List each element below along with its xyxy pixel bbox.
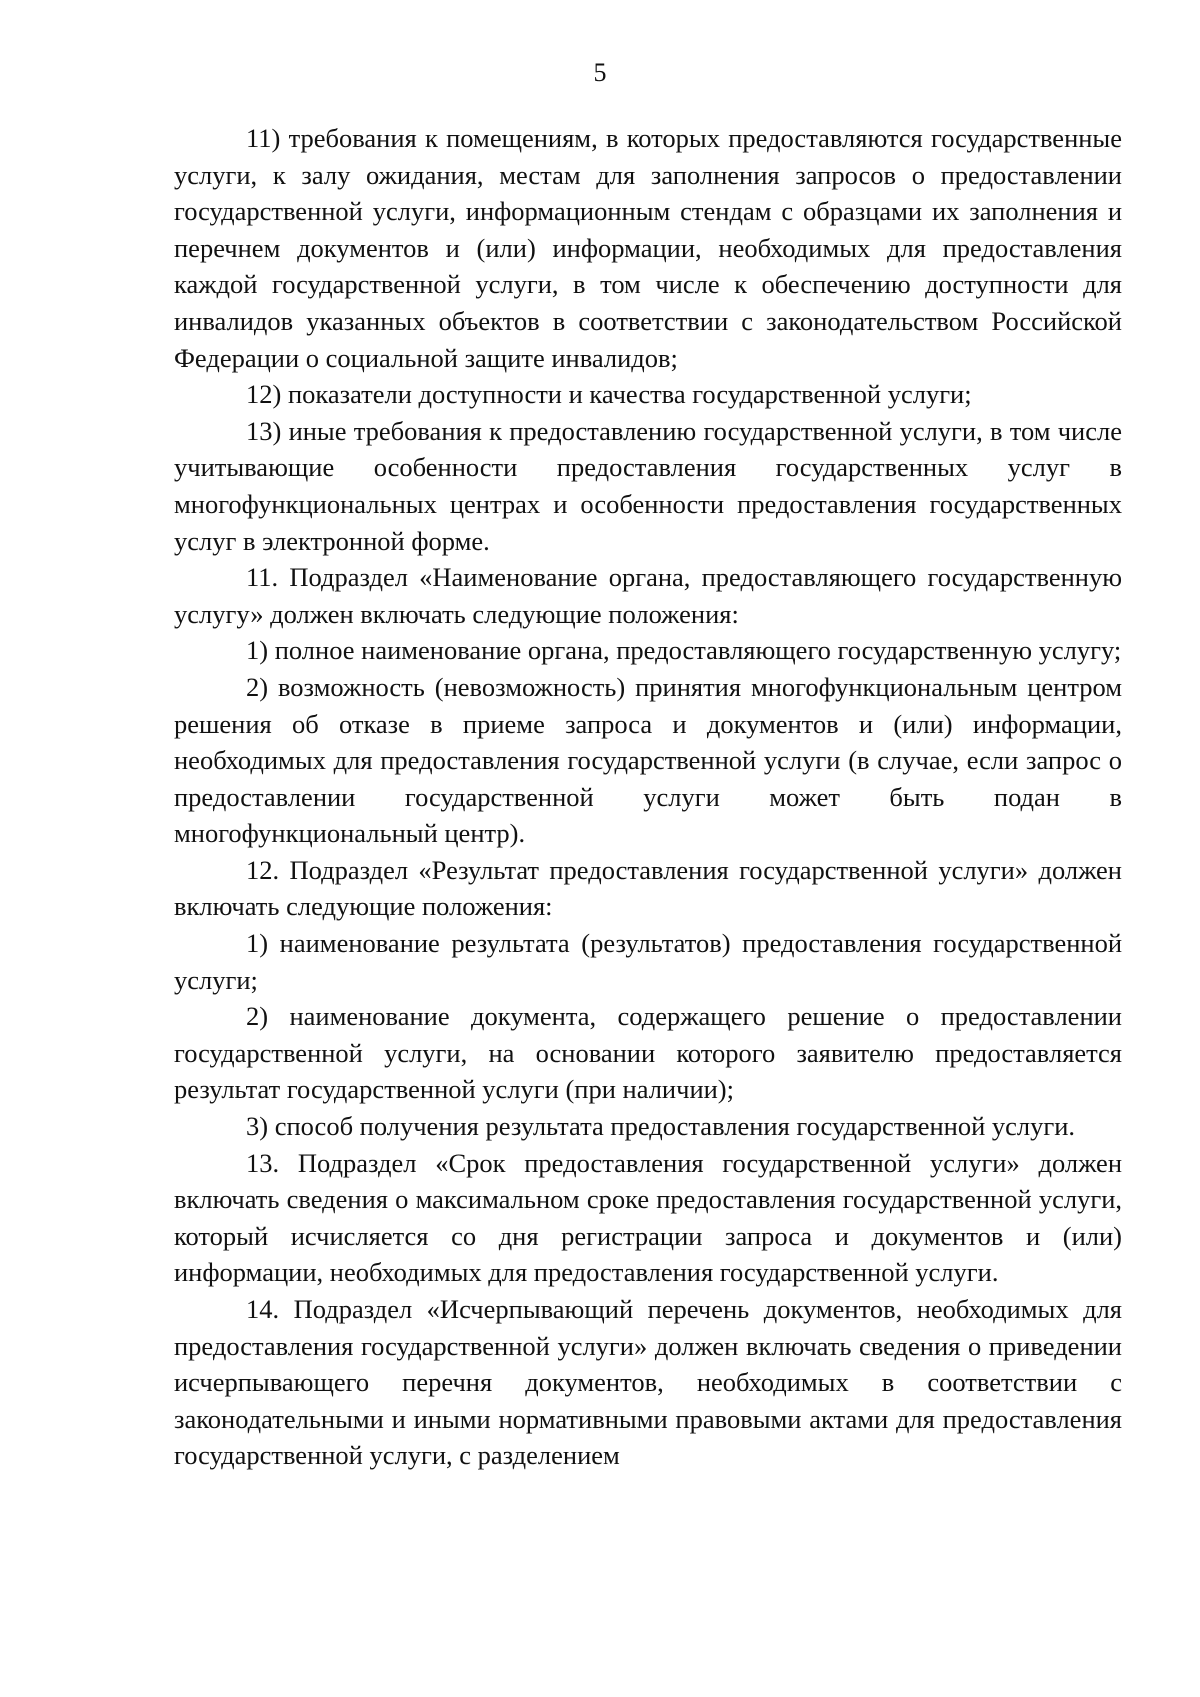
list-item-13-other-requirements: 13) иные требования к предоставлению государственной услуги, в том числе учитывающие особенности предоставления государственных услуг в многофункциональных центрах и особенности предоставления государственных услуг в электронной форме.	[174, 415, 1122, 556]
list-item-11-premises-requirements: 11) требования к помещениям, в которых предоставляются государственные услуги, к залу ожидания, местам для заполнения запросов о предоставлении государственной услуги, информационным стендам с образцами их заполнения и перечнем документов и (или) информации, необходимых для предоставления каждой государственной услуги, в том числе к обеспечению доступности для инвалидов указанных объектов в соответствии с законодательством Российской Федерации о социальной защите инвалидов;	[174, 123, 1122, 373]
section-11-authority-name: 11. Подраздел «Наименование органа, предоставляющего государственную услугу» должен включать следующие положения:	[174, 562, 1122, 629]
section-14-document-list: 14. Подраздел «Исчерпывающий перечень документов, необходимых для предоставления государственной услуги» должен включать сведения о приведении исчерпывающего перечня документов, необходимых в соответствии с законодательными и иными нормативными правовыми актами для предоставления государственной услуги, с разделением	[174, 1294, 1122, 1471]
section-11-item-1: 1) полное наименование органа, предоставляющего государственную услугу;	[246, 635, 1122, 666]
section-12-item-3: 3) способ получения результата предоставления государственной услуги.	[246, 1111, 1076, 1142]
list-item-12-accessibility-indicators: 12) показатели доступности и качества государственной услуги;	[246, 379, 972, 410]
section-12-service-result: 12. Подраздел «Результат предоставления государственной услуги» должен включать следующие положения:	[174, 854, 1122, 922]
section-11-item-2: 2) возможность (невозможность) принятия многофункциональным центром решения об отказе в приеме запроса и документов и (или) информации, необходимых для предоставления государственной услуги (в случае, если запрос о предоставлении государственной услуги может быть подан в многофункциональный центр).	[174, 671, 1122, 849]
document-body	[174, 120, 1122, 1474]
section-12-item-2: 2) наименование документа, содержащего решение о предоставлении государственной услуги, на основании которого заявителю предоставляется результат государственной услуги (при наличии);	[174, 1001, 1122, 1105]
section-12-item-1: 1) наименование результата (результатов) предоставления государственной услуги;	[174, 928, 1122, 995]
section-13-service-term: 13. Подраздел «Срок предоставления государственной услуги» должен включать сведения о максимальном сроке предоставления государственной услуги, который исчисляется со дня регистрации запроса и документов и (или) информации, необходимых для предоставления государственной услуги.	[174, 1147, 1122, 1288]
page-number: 5	[593, 58, 607, 87]
